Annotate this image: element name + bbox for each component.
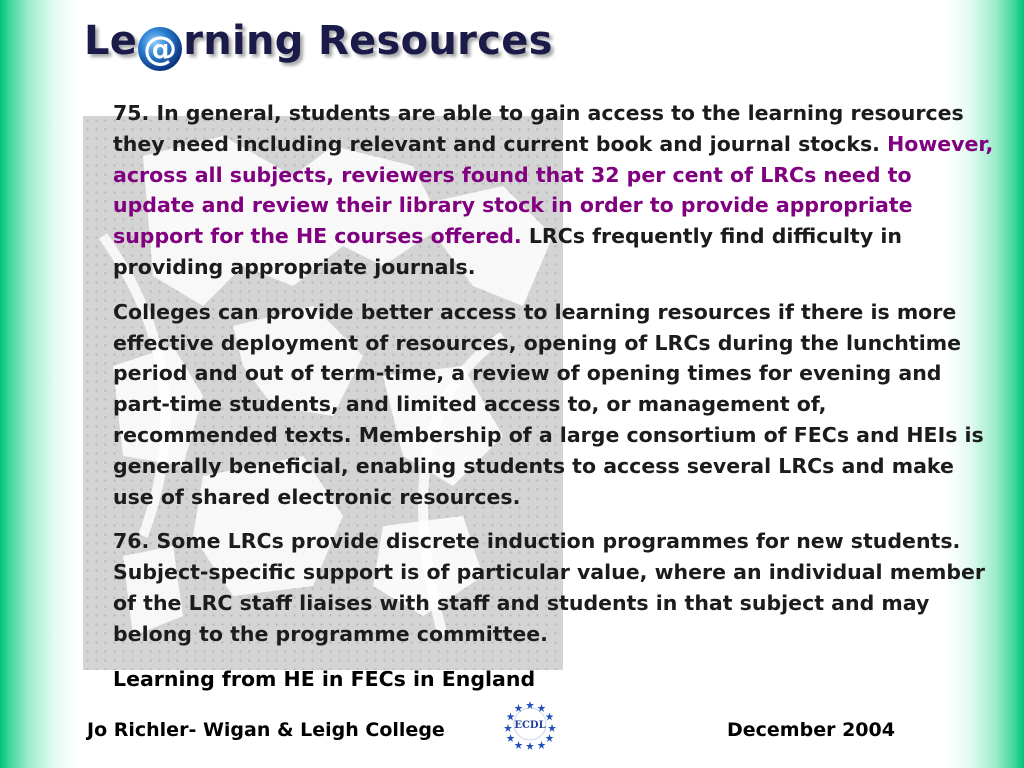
paragraph-75 [113,98,995,283]
main-content [113,98,995,708]
footer-date: December 2004 [727,719,895,741]
title-prefix: Le [84,18,138,64]
paragraph-75-tail: LRCs frequently find difficulty in providing appropriate journals. [113,224,902,279]
title-suffix: rning Resources [183,18,553,64]
ecdl-logo-text: ECDL [514,720,546,731]
page-title [84,18,553,71]
footer-author: Jo Richler- Wigan & Leigh College [87,719,445,741]
paragraph-75-highlight: However, across all subjects, reviewers found that 32 per cent of LRCs need to update and review their library stock in order to provide appropriate support for the HE courses offered. [113,131,994,249]
at-globe-icon: @ [138,27,182,71]
paragraph-76: 76. Some LRCs provide discrete induction programmes for new students. Subject-specific support is of particular value, where an individual member of the LRC staff liaises with staff and students in that subject and may belong to the programme committee. [113,529,986,646]
source-subtitle: Learning from HE in FECs in England [113,666,536,691]
paragraph-75-intro: 75. In general, students are able to gain access to the learning resources they need including relevant and current book and journal stocks. [113,101,964,156]
paragraph-colleges: Colleges can provide better access to learning resources if there is more effective deployment of resources, opening of LRCs during the lunchtime period and out of term-time, a review of opening times for evening and part-time students, and limited access to, or management of, recommended texts. Membership of a large consortium of FECs and HEIs is generally beneficial, enabling students to access several LRCs and make use of shared electronic resources. [113,299,984,509]
ecdl-logo-icon [504,698,556,750]
